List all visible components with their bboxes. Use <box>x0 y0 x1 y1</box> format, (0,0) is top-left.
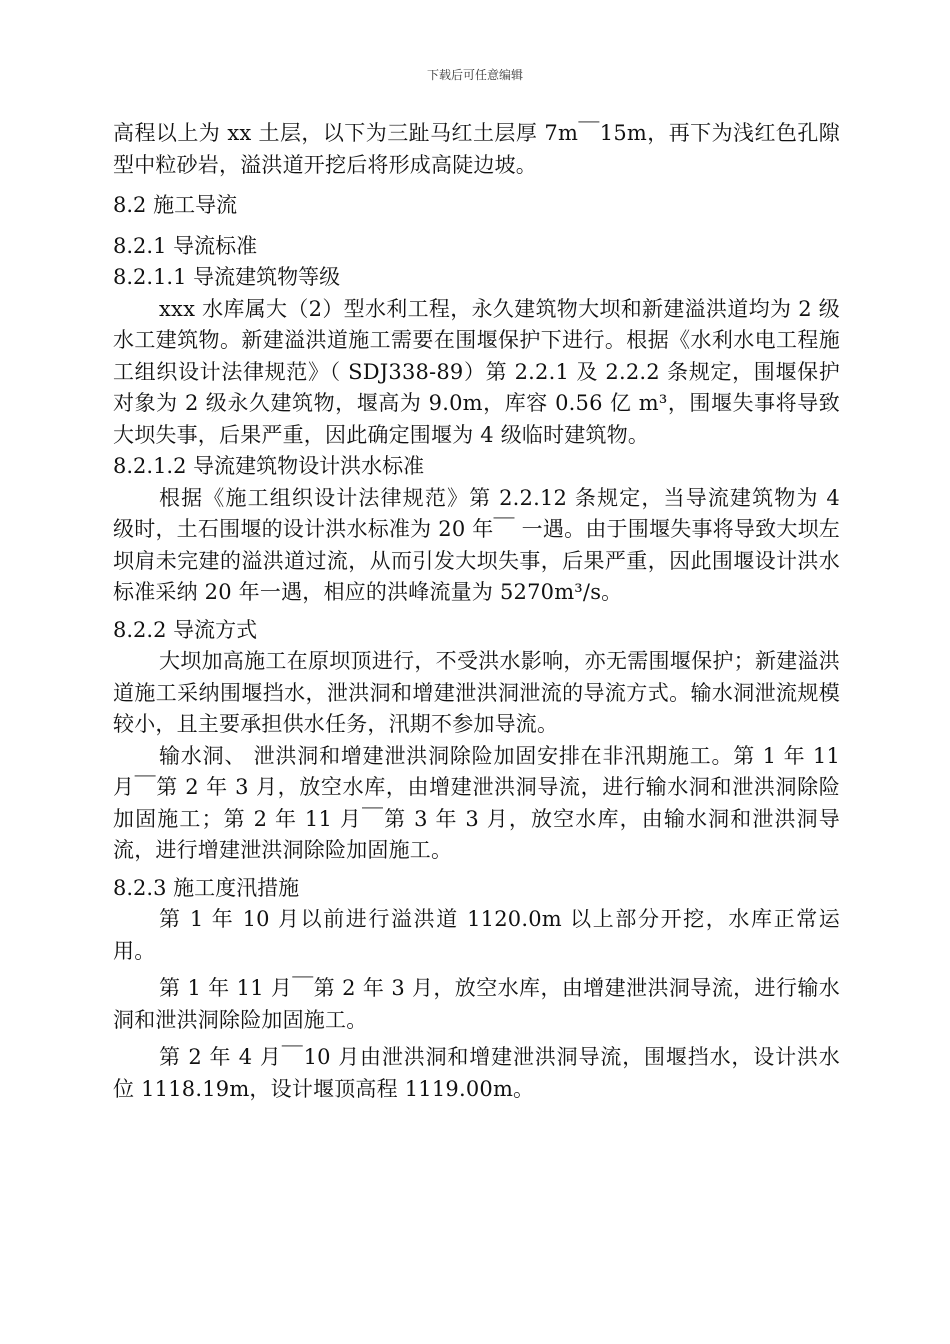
paragraph-flood-measure-2: 第 1 年 11 月￣第 2 年 3 月，放空水库，由增建泄洪洞导流，进行输水洞和泄洪洞除险加固施工。 <box>113 976 840 1032</box>
paragraph-building-grade: xxx 水库属大（2）型水利工程，永久建筑物大坝和新建溢洪道均为 2 级水工建筑物。新建溢洪道施工需要在围堰保护下进行。根据《水利水电工程施工组织设计法律规范》（ SDJ338-89）第 2.2.1 及 2.2.2 条规定，围堰保护对象为 2 级永久建筑物，堰高为 9.0m，库容 0.56 亿 m³，围堰失事将导致大坝失事，后果严重，因此确定围堰为 4 级临时建筑物。 <box>113 296 840 447</box>
heading-8-2-1-2: 8.2.1.2 导流建筑物设计洪水标准 <box>113 454 425 478</box>
heading-8-2-3: 8.2.3 施工度汛措施 <box>113 875 300 900</box>
paragraph-reinforcement-schedule: 输水洞、 泄洪洞和增建泄洪洞除险加固安排在非汛期施工。第 1 年 11 月￣第 2 年 3 月，放空水库，由增建泄洪洞导流，进行输水洞和泄洪洞除险加固施工；第 2 年 11 月￣第 3 年 3 月，放空水库，由输水洞和泄洪洞导流，进行增建泄洪洞除险加固施工。 <box>113 743 840 862</box>
paragraph-flood-measure-3: 第 2 年 4 月￣10 月由泄洪洞和增建泄洪洞导流，围堰挡水，设计洪水位 1118.19m，设计堰顶高程 1119.00m。 <box>113 1045 840 1101</box>
heading-8-2: 8.2 施工导流 <box>113 193 238 217</box>
paragraph-flood-standard: 根据《施工组织设计法律规范》第 2.2.12 条规定，当导流建筑物为 4 级时，土石围堰的设计洪水标准为 20 年￣ 一遇。由于围堰失事将导致大坝左坝肩未完建的溢洪道过流，从而引发大坝失事，后果严重，因此围堰设计洪水标准采纳 20 年一遇，相应的洪峰流量为 5270m³/s。 <box>113 485 840 604</box>
paragraph-flood-measure-1: 第 1 年 10 月以前进行溢洪道 1120.0m 以上部分开挖，水库正常运用。 <box>113 907 840 963</box>
heading-8-2-1-1: 8.2.1.1 导流建筑物等级 <box>113 265 341 289</box>
document-body <box>113 118 840 1105</box>
page-header-note: 下载后可任意编辑 <box>426 68 523 82</box>
paragraph-geology: 高程以上为 xx 土层，以下为三趾马红土层厚 7m￣15m，再下为浅红色孔隙型中粒砂岩，溢洪道开挖后将形成高陡边坡。 <box>113 121 840 177</box>
heading-8-2-2: 8.2.2 导流方式 <box>113 617 258 642</box>
paragraph-diversion-method: 大坝加高施工在原坝顶进行，不受洪水影响，亦无需围堰保护；新建溢洪道施工采纳围堰挡水，泄洪洞和增建泄洪洞泄流的导流方式。输水洞泄流规模较小，且主要承担供水任务，汛期不参加导流。 <box>113 649 840 736</box>
heading-8-2-1: 8.2.1 导流标准 <box>113 233 258 258</box>
